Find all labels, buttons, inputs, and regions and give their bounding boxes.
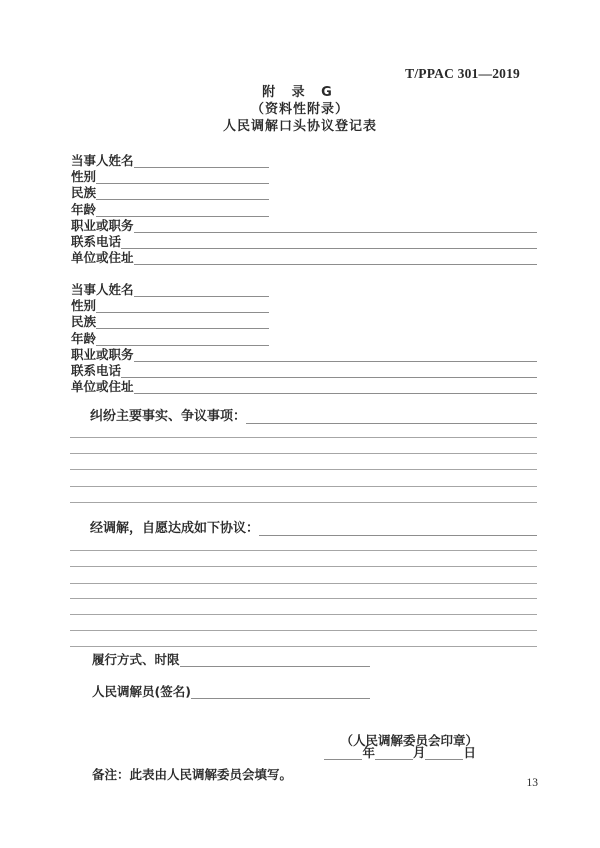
party2-ethnic-label: 民族 [71, 314, 97, 329]
dispute-facts-row [90, 409, 537, 424]
blank-line [70, 566, 537, 567]
party1-name-label: 当事人姓名 [71, 153, 134, 168]
party2-gender-blank [96, 300, 269, 313]
party1-gender-blank [96, 171, 269, 184]
party2-address-blank [134, 381, 537, 394]
date-row [324, 745, 476, 760]
party1-phone-blank [121, 236, 537, 249]
party1-age-blank [96, 204, 269, 217]
party1-ethnic-row [71, 185, 269, 200]
blank-line [70, 437, 537, 438]
blank-line [70, 646, 537, 647]
date-year-blank [324, 748, 362, 760]
remark-note: 备注：此表由人民调解委员会填写。 [92, 767, 293, 782]
party2-occupation-label: 职业或职务 [71, 347, 134, 362]
mediator-signature-blank [191, 686, 370, 699]
blank-line [70, 469, 537, 470]
date-year-label: 年 [362, 745, 375, 760]
party1-gender-label: 性别 [71, 169, 97, 184]
performance-label: 履行方式、时限 [92, 652, 180, 667]
party1-ethnic-blank [96, 187, 269, 200]
blank-line [70, 598, 537, 599]
party2-address-row [71, 379, 537, 394]
page-number: 13 [526, 777, 538, 789]
blank-line [70, 630, 537, 631]
mediator-signature-row [92, 684, 370, 699]
party1-age-label: 年龄 [71, 202, 97, 217]
party2-occupation-row [71, 347, 537, 362]
party1-address-row [71, 250, 537, 265]
standard-code: T/PPAC 301—2019 [405, 66, 520, 81]
appendix-type-note: （资料性附录） [250, 102, 349, 117]
blank-line [70, 550, 537, 551]
party2-address-label: 单位或住址 [71, 379, 134, 394]
party2-occupation-blank [134, 349, 537, 362]
party2-phone-row [71, 363, 537, 378]
blank-line [70, 486, 537, 487]
blank-line [70, 614, 537, 615]
party2-gender-label: 性别 [71, 298, 97, 313]
party1-address-label: 单位或住址 [71, 250, 134, 265]
party1-address-blank [134, 252, 537, 265]
party2-phone-blank [121, 365, 537, 378]
blank-line [70, 453, 537, 454]
blank-line [70, 502, 537, 503]
party2-name-row [71, 282, 269, 297]
agreement-blank [259, 523, 537, 536]
date-day-label: 日 [463, 745, 476, 760]
dispute-facts-label: 纠纷主要事实、争议事项： [90, 409, 247, 424]
party1-occupation-label: 职业或职务 [71, 218, 134, 233]
appendix-heading: 附 录 G [262, 85, 338, 100]
party1-gender-row [71, 169, 269, 184]
party1-ethnic-label: 民族 [71, 185, 97, 200]
party2-ethnic-blank [96, 316, 269, 329]
party1-name-row [71, 153, 269, 168]
date-month-blank [375, 748, 413, 760]
party2-age-label: 年龄 [71, 331, 97, 346]
party2-age-row [71, 331, 269, 346]
committee-seal-note: （人民调解委员会印章） [340, 733, 478, 748]
date-day-blank [425, 748, 463, 760]
party1-age-row [71, 202, 269, 217]
party1-phone-row [71, 234, 537, 249]
party2-gender-row [71, 298, 269, 313]
party1-phone-label: 联系电话 [71, 234, 122, 249]
party2-ethnic-row [71, 314, 269, 329]
date-month-label: 月 [412, 745, 426, 760]
party2-phone-label: 联系电话 [71, 363, 122, 378]
blank-line [70, 583, 537, 584]
party1-occupation-blank [134, 220, 537, 233]
party1-occupation-row [71, 218, 537, 233]
dispute-facts-blank [246, 411, 537, 424]
party2-name-label: 当事人姓名 [71, 282, 134, 297]
performance-row [92, 652, 370, 667]
form-title: 人民调解口头协议登记表 [222, 119, 377, 134]
mediator-signature-label: 人民调解员(签名) [92, 684, 191, 699]
party2-age-blank [96, 333, 269, 346]
agreement-label: 经调解，自愿达成如下协议： [90, 521, 260, 536]
party2-name-blank [134, 284, 269, 297]
party1-name-blank [134, 155, 269, 168]
performance-blank [180, 654, 370, 667]
agreement-row [90, 521, 537, 536]
